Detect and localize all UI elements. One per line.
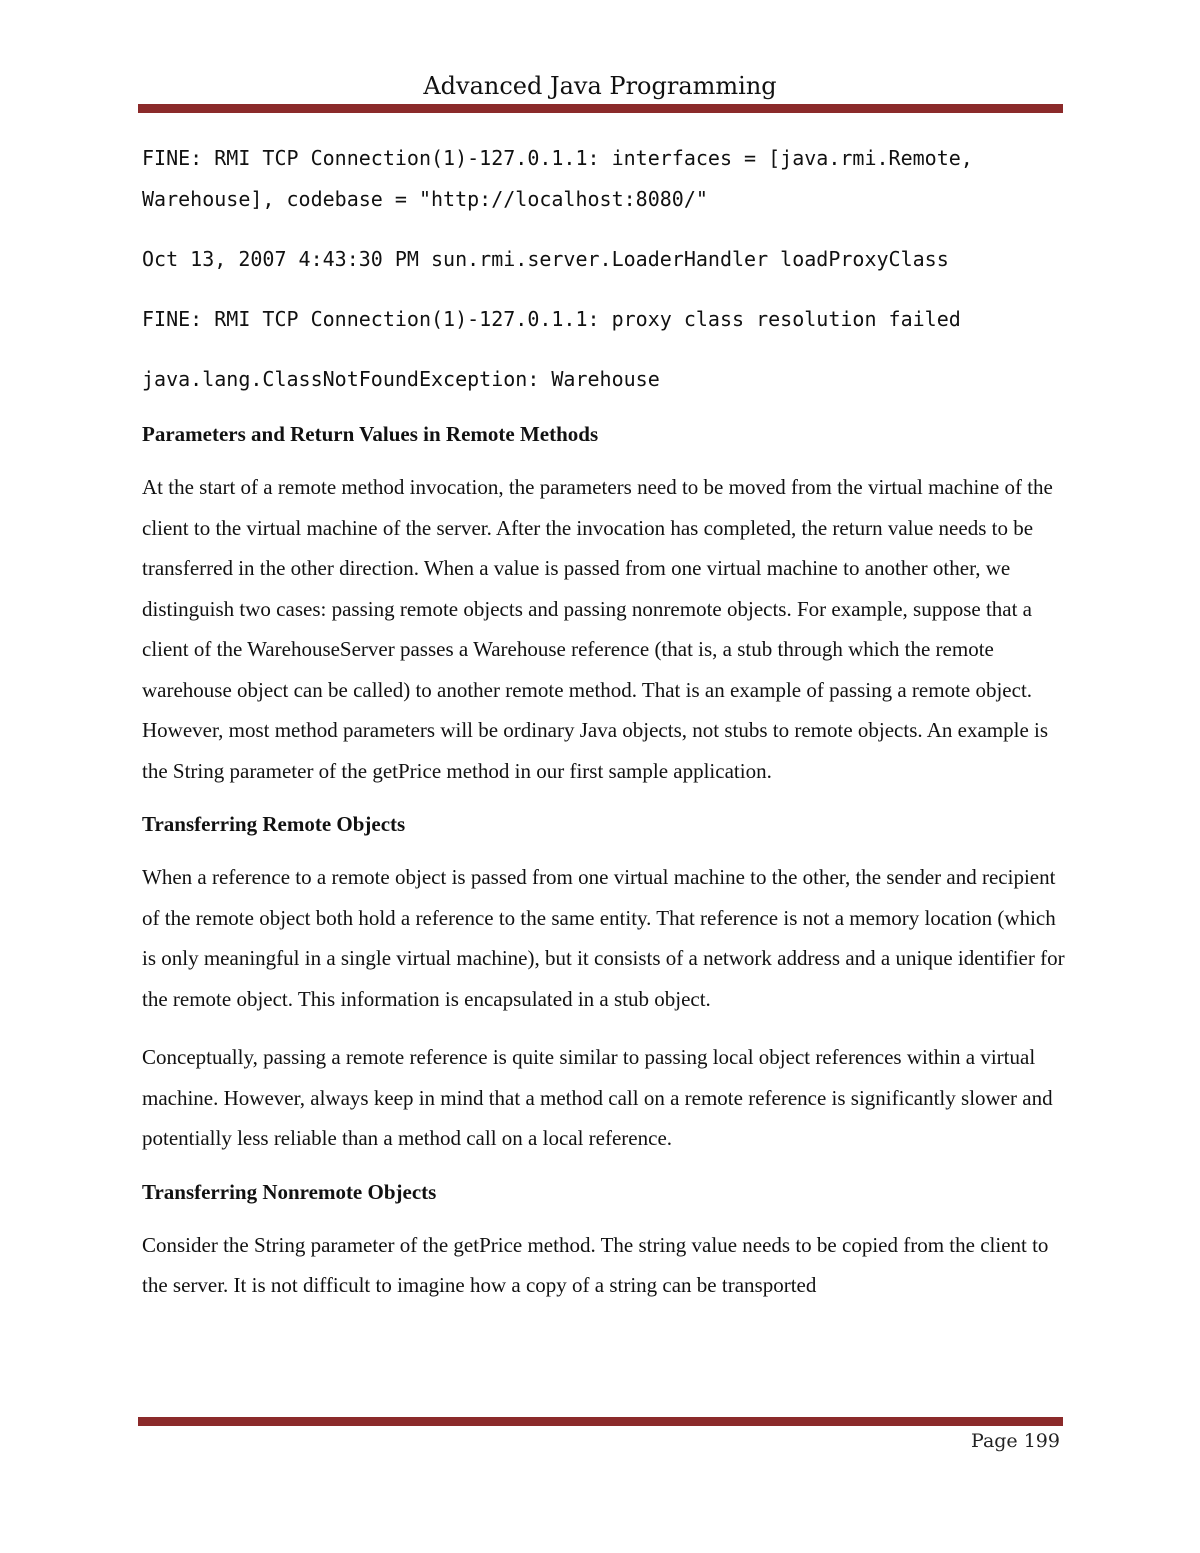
code-line: FINE: RMI TCP Connection(1)-127.0.1.1: proxy class resolution failed — [142, 307, 961, 331]
running-header-title: Advanced Java Programming — [423, 72, 777, 100]
section-heading: Transferring Nonremote Objects — [142, 1179, 437, 1204]
paragraph: Conceptually, passing a remote reference is quite similar to passing local object references within a virtual machine. However, always keep in mind that a method call on a remote reference is significantly slower and potentially less reliable than a method call on a local reference. — [142, 1045, 1053, 1150]
footer-rule — [138, 1417, 1063, 1426]
page-body — [142, 138, 1067, 1324]
paragraph: Consider the String parameter of the getPrice method. The string value needs to be copied from the client to the server. It is not difficult to imagine how a copy of a string can be transported — [142, 1232, 1049, 1297]
code-line: FINE: RMI TCP Connection(1)-127.0.1.1: interfaces = [java.rmi.Remote, Warehouse], codebase = "http://localhost:8080/" — [142, 146, 985, 211]
header-rule — [138, 104, 1063, 113]
page-number: Page 199 — [971, 1430, 1060, 1452]
section-heading: Transferring Remote Objects — [142, 812, 406, 836]
code-line: Oct 13, 2007 4:43:30 PM sun.rmi.server.LoaderHandler loadProxyClass — [142, 247, 949, 271]
paragraph: When a reference to a remote object is passed from one virtual machine to the other, the sender and recipient of the remote object both hold a reference to the same entity. That reference is not a memory location (which is only meaningful in a single virtual machine), but it consists of a network address and a unique identifier for the remote object. This information is encapsulated in a stub object. — [142, 865, 1065, 1011]
code-line: java.lang.ClassNotFoundException: Warehouse — [142, 367, 660, 391]
section-heading: Parameters and Return Values in Remote Methods — [142, 422, 599, 446]
paragraph: At the start of a remote method invocation, the parameters need to be moved from the virtual machine of the client to the virtual machine of the server. After the invocation has completed, the return value needs to be transferred in the other direction. When a value is passed from one virtual machine to another other, we distinguish two cases: passing remote objects and passing nonremote objects. For example, suppose that a client of the WarehouseServer passes a Warehouse reference (that is, a stub through which the remote warehouse object can be called) to another remote method. That is an example of passing a remote object. However, most method parameters will be ordinary Java objects, not stubs to remote objects. An example is the String parameter of the getPrice method in our first sample application. — [142, 475, 1053, 783]
